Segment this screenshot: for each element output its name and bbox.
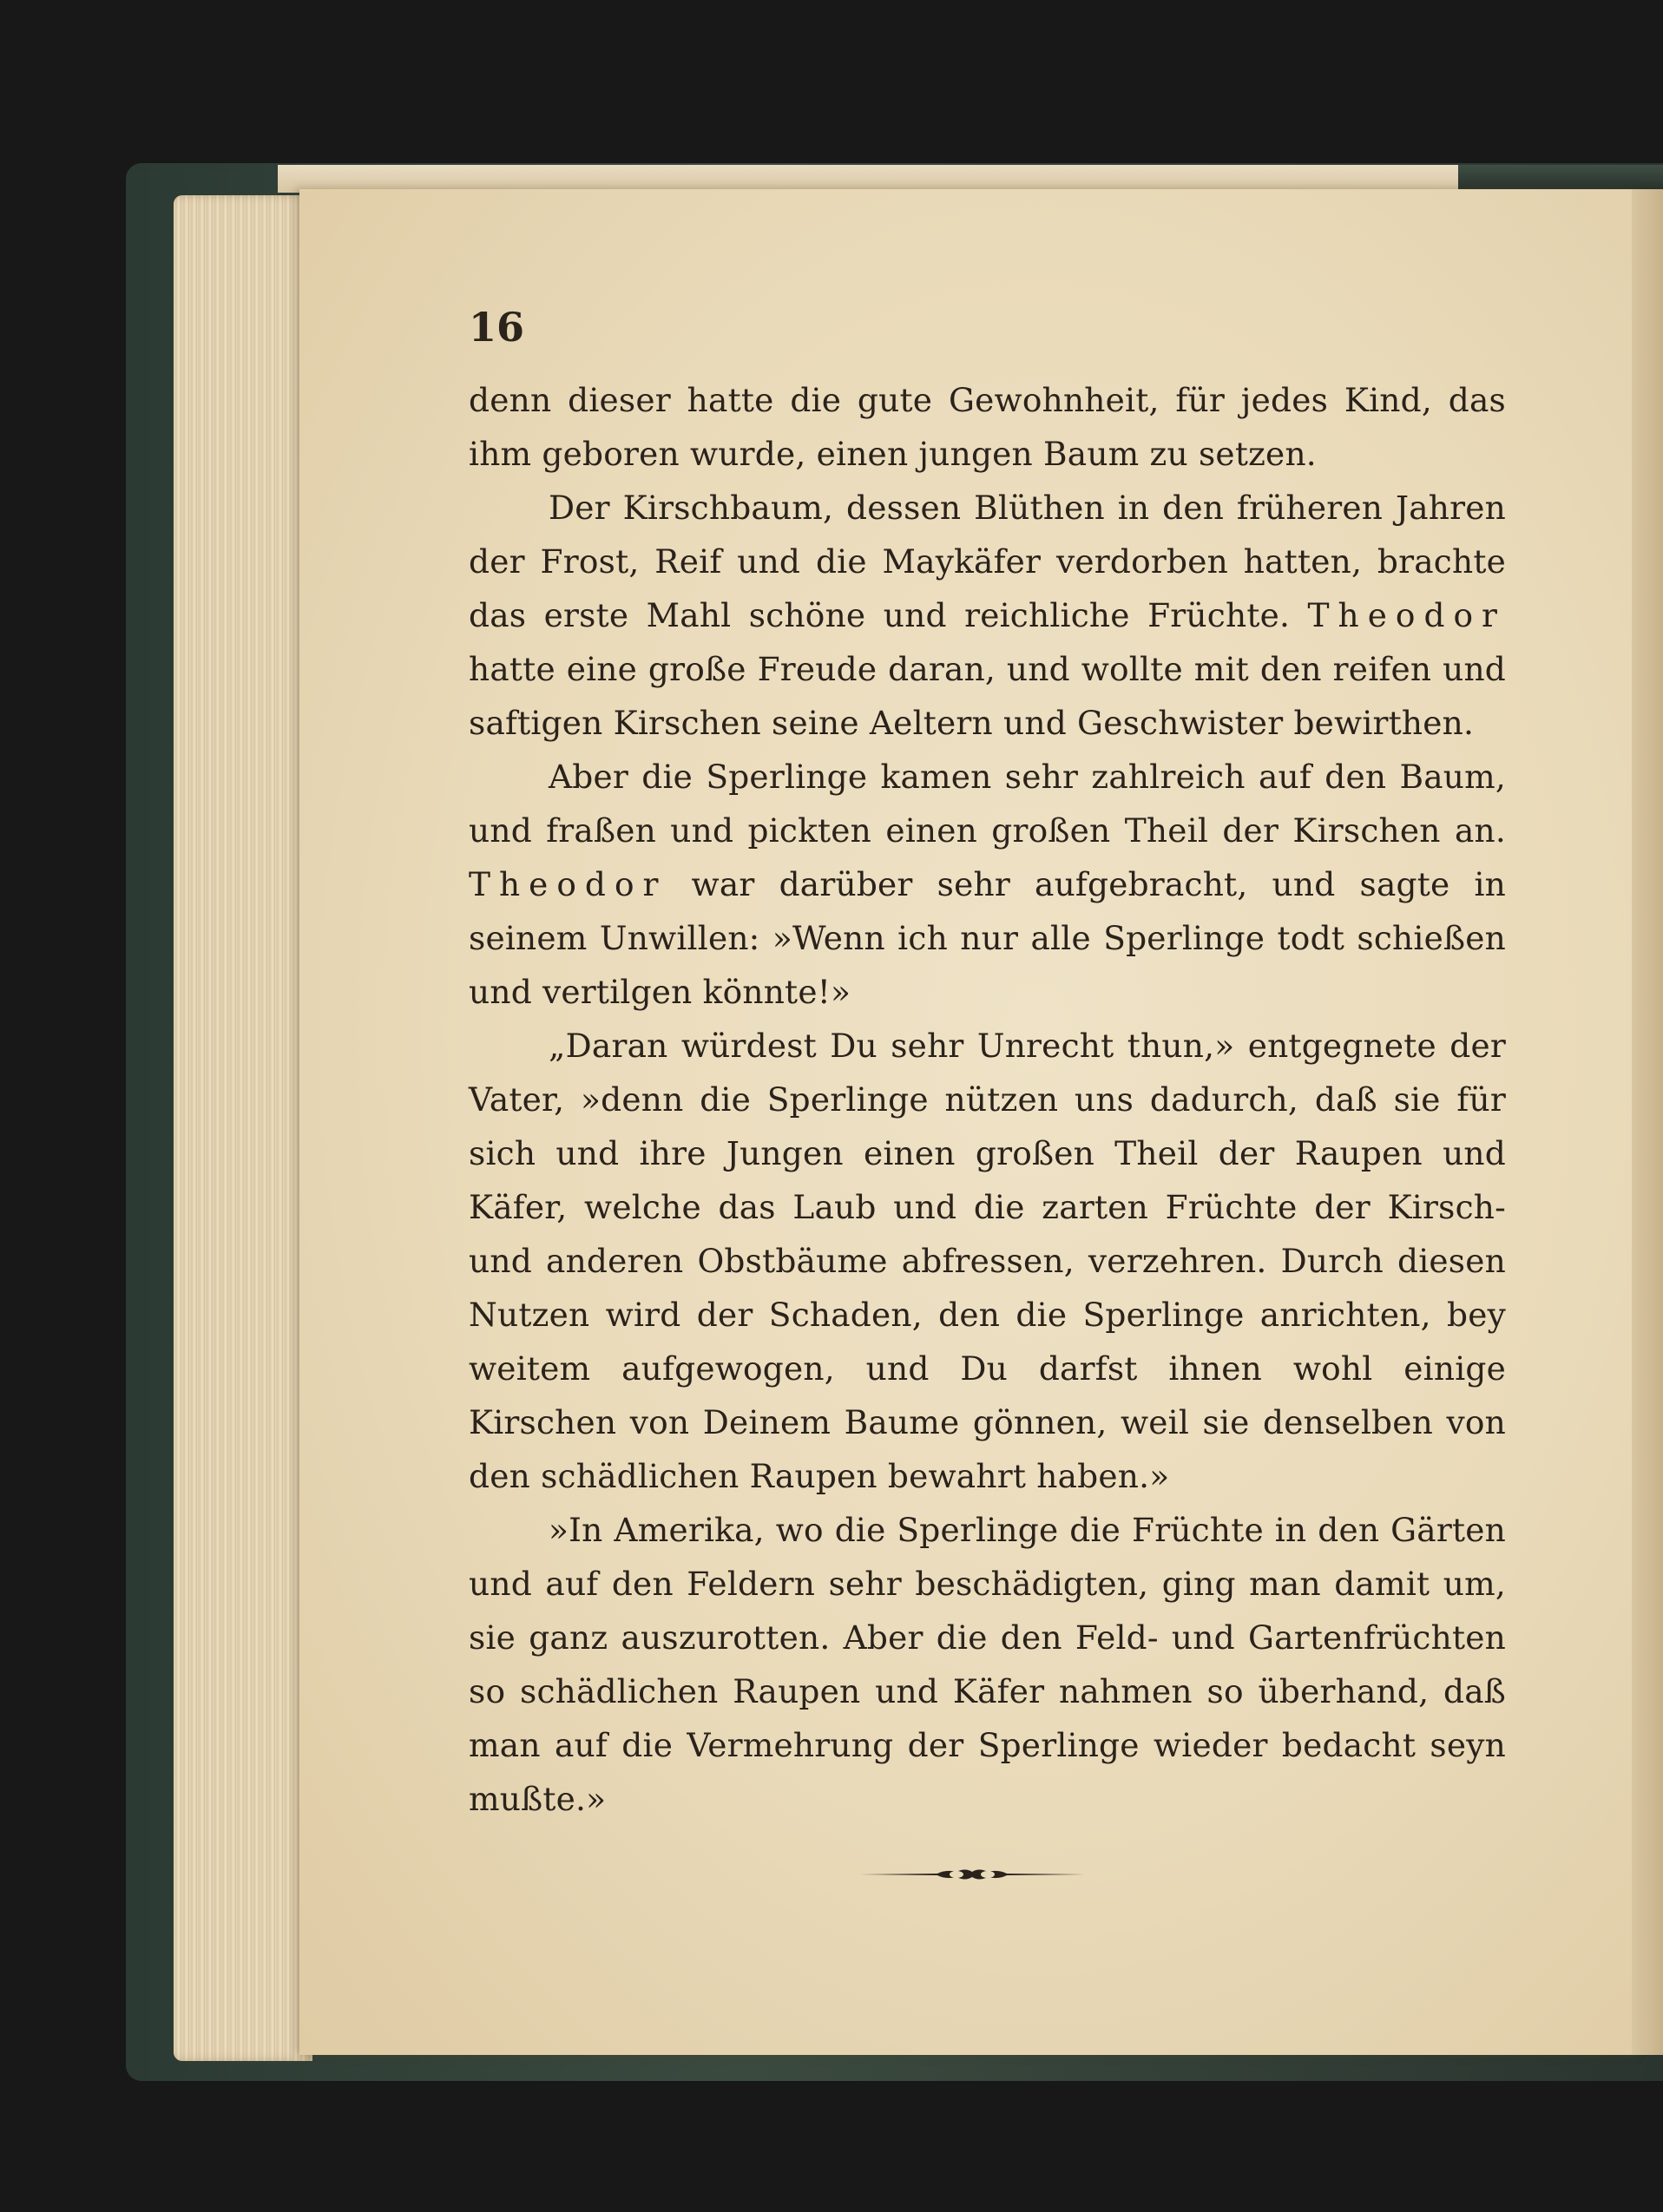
paragraph-text: „Daran würdest Du sehr Unrecht thun,» entgegnete der Vater, »denn die Sperlinge nützen uns dadurch, daß sie für sich und ihre Jungen einen großen Theil der Raupen und Käfer, welche das Laub und die zarten Früchte der Kirsch- und anderen Obstbäume abfressen, verzehren. Durch diesen Nutzen wird der Schaden, den die Sperlinge anrichten, bey weitem aufgewogen, und Du darfst ihnen wohl einige Kirschen von Deinem Baume gönnen, weil sie denselben von den schädlichen Raupen bewahrt haben.» bbox=[469, 1027, 1506, 1495]
spaced-name: Theodor bbox=[469, 865, 667, 903]
page-edge-right bbox=[1632, 189, 1663, 2055]
paragraph bbox=[469, 1503, 1506, 1826]
page-body bbox=[469, 373, 1506, 1826]
tailpiece-ornament-icon bbox=[859, 1857, 1085, 1892]
paragraph-text: Aber die Sperlinge kamen sehr zahlreich auf den Baum, und fraßen und pickten einen großen Theil der Kirschen an. bbox=[469, 758, 1506, 850]
paragraph-text: denn dieser hatte die gute Gewohnheit, für jedes Kind, das ihm geboren wurde, einen jungen Baum zu setzen. bbox=[469, 381, 1506, 473]
paragraph bbox=[469, 481, 1506, 750]
paragraph bbox=[469, 1019, 1506, 1503]
paragraph bbox=[469, 750, 1506, 1019]
paragraph-text: Der Kirschbaum, dessen Blüthen in den früheren Jahren der Frost, Reif und die Maykäfer verdorben hatten, brachte das erste Mahl schöne und reichliche Früchte. bbox=[469, 489, 1506, 634]
book-cover-edge bbox=[1449, 165, 1663, 191]
page-edges-left bbox=[174, 195, 312, 2061]
paragraph-text: war darüber sehr aufgebracht, und sagte in seinem Unwillen: »Wenn ich nur alle Sperlinge todt schießen und vertilgen könnte!» bbox=[469, 865, 1506, 1011]
spaced-name: Theodor bbox=[1307, 596, 1506, 634]
paragraph bbox=[469, 373, 1506, 481]
paragraph-text: »In Amerika, wo die Sperlinge die Früchte in den Gärten und auf den Feldern sehr beschädigten, ging man damit um, sie ganz auszurotten. Aber die den Feld- und Gartenfrüchten so schädlichen Raupen und Käfer nahmen so überhand, daß man auf die Vermehrung der Sperlinge wieder bedacht seyn mußte.» bbox=[469, 1511, 1506, 1818]
paragraph-text: hatte eine große Freude daran, und wollte mit den reifen und saftigen Kirschen seine Aeltern und Geschwister bewirthen. bbox=[469, 650, 1506, 742]
page-number: 16 bbox=[469, 304, 525, 351]
